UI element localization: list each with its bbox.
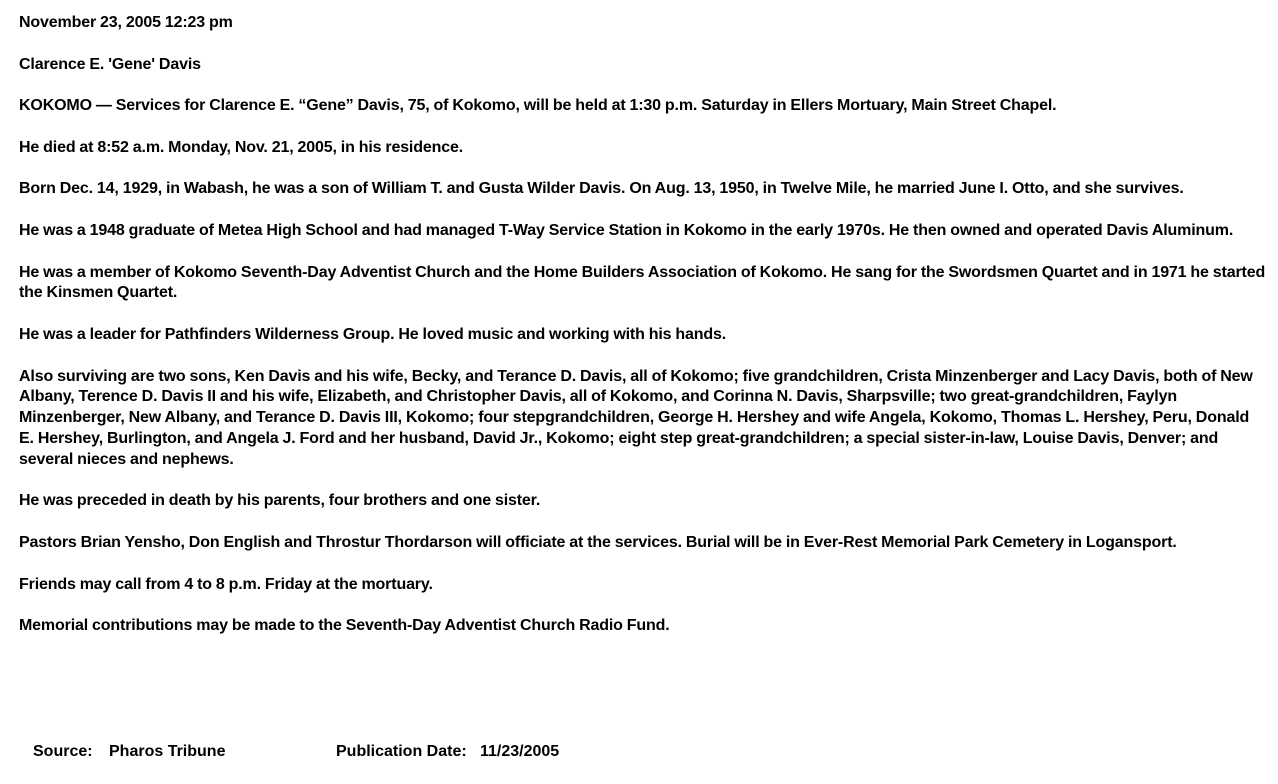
publication-date-label: Publication Date: [336, 743, 467, 760]
paragraph: Pastors Brian Yensho, Don English and Throstur Thordarson will officiate at the services. Burial will be in Ever-Rest Memorial Park Cemetery in Logansport. [19, 533, 1177, 551]
source-label: Source: [33, 743, 93, 760]
paragraph: Born Dec. 14, 1929, in Wabash, he was a son of William T. and Gusta Wilder Davis. On Aug. 13, 1950, in Twelve Mile, he married June I. Otto, and she survives. [19, 180, 1184, 198]
paragraph: Memorial contributions may be made to the Seventh-Day Adventist Church Radio Fund. [19, 617, 670, 635]
paragraph: He was a leader for Pathfinders Wilderness Group. He loved music and working with his hands. [19, 325, 727, 343]
paragraph: Friends may call from 4 to 8 p.m. Friday at the mortuary. [19, 575, 433, 593]
document-body [19, 13, 1267, 658]
paragraph: He was preceded in death by his parents, four brothers and one sister. [19, 492, 541, 510]
publication-date-value: 11/23/2005 [480, 743, 560, 760]
source-footer [33, 741, 933, 763]
headline: Clarence E. 'Gene' Davis [19, 55, 201, 73]
source-value: Pharos Tribune [109, 743, 226, 760]
paragraph: Also surviving are two sons, Ken Davis and his wife, Becky, and Terance D. Davis, all of Kokomo; five grandchildren, Crista Minzenberger and Lacy Davis, both of New Albany, Terence D. Davis II and his wife, Elizabeth, and Christopher Davis, all of Kokomo, and Corinna N. Davis, Sharpsville; two great-grandchildren, Faylyn Minzenberger, New Albany, and Terance D. Davis III, Kokomo; four stepgrandchildren, George H. Hershey and wife Angela, Kokomo, Thomas L. Hershey, Peru, Donald E. Hershey, Burlington, and Angela J. Ford and her husband, David Jr., Kokomo; eight step great-grandchildren; a special sister-in-law, Louise Davis, Denver; and several nieces and nephews. [19, 367, 1253, 468]
paragraph: He died at 8:52 a.m. Monday, Nov. 21, 2005, in his residence. [19, 138, 464, 156]
paragraph: He was a member of Kokomo Seventh-Day Adventist Church and the Home Builders Association of Kokomo. He sang for the Swordsmen Quartet and in 1971 he started the Kinsmen Quartet. [19, 263, 1266, 302]
timestamp: November 23, 2005 12:23 pm [19, 14, 233, 31]
paragraph: KOKOMO — Services for Clarence E. “Gene” Davis, 75, of Kokomo, will be held at 1:30 p.m. Saturday in Ellers Mortuary, Main Street Chapel. [19, 97, 1057, 115]
paragraph: He was a 1948 graduate of Metea High School and had managed T-Way Service Station in Kokomo in the early 1970s. He then owned and operated Davis Aluminum. [19, 221, 1234, 239]
